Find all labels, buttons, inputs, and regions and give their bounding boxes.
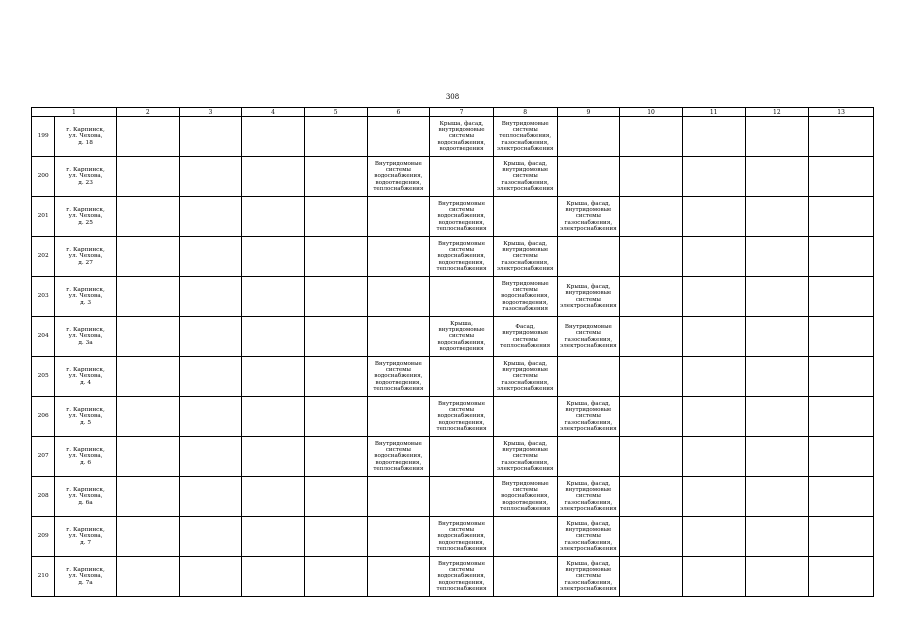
col-9-cell <box>557 197 620 237</box>
col-2-cell <box>116 277 179 317</box>
col-2-cell <box>116 157 179 197</box>
col-9-cell <box>557 517 620 557</box>
address-cell-text: г. Карпинск, ул. Чехова, д. 25 <box>66 206 105 226</box>
address-cell-text: г. Карпинск, ул. Чехова, д. 23 <box>66 166 105 186</box>
header-cell: 2 <box>116 108 179 117</box>
row-number-cell <box>32 517 55 557</box>
table-row <box>32 237 874 277</box>
col-4-cell <box>242 117 305 157</box>
row-number-cell <box>32 197 55 237</box>
col-8-cell-text: Внутридомовые системы водоснабжения, водоотведения, газоснабжения <box>501 280 550 312</box>
col-8-cell <box>493 117 557 157</box>
col-8-cell <box>493 397 557 437</box>
col-9-cell <box>557 277 620 317</box>
col-6-cell <box>367 397 430 437</box>
header-row <box>32 108 874 117</box>
col-4-cell <box>242 437 305 477</box>
row-number-cell <box>32 437 55 477</box>
col-12-cell <box>745 277 809 317</box>
col-13-cell <box>809 317 874 357</box>
col-3-cell <box>179 157 242 197</box>
address-cell <box>55 437 117 477</box>
row-number-cell-text: 209 <box>37 533 49 540</box>
col-7-cell-text: Внутридомовые системы водоснабжения, водоотведения, теплоснабжения <box>436 520 487 552</box>
col-2-cell <box>116 397 179 437</box>
col-9-cell-text: Крыша, фасад, внутридомовые системы газоснабжения, электроснабжения <box>560 200 617 232</box>
col-8-cell-text: Крыша, фасад, внутридомовые системы газоснабжения, электроснабжения <box>496 440 554 472</box>
col-3-cell <box>179 557 242 597</box>
col-10-cell <box>620 437 683 477</box>
col-7-cell <box>430 197 494 237</box>
col-5-cell <box>304 397 367 437</box>
col-7-cell-text: Внутридомовые системы водоснабжения, водоотведения, теплоснабжения <box>436 560 487 592</box>
col-13-cell <box>809 117 874 157</box>
col-9-cell-text: Крыша, фасад, внутридомовые системы газоснабжения, электроснабжения <box>560 480 617 512</box>
col-13-cell <box>809 557 874 597</box>
col-12-cell <box>745 157 809 197</box>
col-3-cell <box>179 317 242 357</box>
col-13-cell <box>809 277 874 317</box>
col-12-cell <box>745 437 809 477</box>
row-number-cell <box>32 557 55 597</box>
col-7-cell <box>430 117 494 157</box>
col-10-cell <box>620 557 683 597</box>
col-7-cell-text: Крыша, внутридомовые системы водоснабжения, водоотведения <box>437 320 486 352</box>
col-4-cell <box>242 277 305 317</box>
col-8-cell <box>493 157 557 197</box>
col-13-cell <box>809 517 874 557</box>
col-3-cell <box>179 397 242 437</box>
col-12-cell <box>745 557 809 597</box>
col-11-cell <box>682 437 745 477</box>
table-row <box>32 157 874 197</box>
col-10-cell <box>620 477 683 517</box>
col-12-cell <box>745 117 809 157</box>
header-cell: 6 <box>367 108 430 117</box>
table-row <box>32 317 874 357</box>
col-6-cell <box>367 197 430 237</box>
row-number-cell <box>32 117 55 157</box>
table-body <box>32 108 874 597</box>
col-5-cell <box>304 477 367 517</box>
col-4-cell <box>242 477 305 517</box>
header-cell: 8 <box>493 108 557 117</box>
header-cell: 5 <box>304 108 367 117</box>
row-number-cell <box>32 397 55 437</box>
col-2-cell <box>116 437 179 477</box>
col-8-cell-text: Крыша, фасад, внутридомовые системы газоснабжения, электроснабжения <box>496 240 554 272</box>
col-3-cell <box>179 277 242 317</box>
header-cell: 9 <box>557 108 620 117</box>
col-9-cell-text: Крыша, фасад, внутридомовые системы газоснабжения, электроснабжения <box>560 560 617 592</box>
col-10-cell <box>620 517 683 557</box>
col-6-cell <box>367 357 430 397</box>
col-11-cell <box>682 397 745 437</box>
row-number-cell <box>32 277 55 317</box>
address-cell <box>55 477 117 517</box>
col-10-cell <box>620 237 683 277</box>
col-3-cell <box>179 357 242 397</box>
address-cell <box>55 317 117 357</box>
col-11-cell <box>682 157 745 197</box>
col-3-cell <box>179 517 242 557</box>
col-13-cell <box>809 357 874 397</box>
col-10-cell <box>620 357 683 397</box>
table-row <box>32 477 874 517</box>
col-13-cell <box>809 477 874 517</box>
address-cell-text: г. Карпинск, ул. Чехова, д. 4 <box>66 366 105 386</box>
col-13-cell <box>809 237 874 277</box>
col-12-cell <box>745 477 809 517</box>
col-8-cell-text: Внутридомовые системы теплоснабжения, газоснабжения, электроснабжения <box>496 120 554 152</box>
col-13-cell <box>809 157 874 197</box>
col-4-cell <box>242 317 305 357</box>
row-number-cell-text: 210 <box>37 573 49 580</box>
col-5-cell <box>304 357 367 397</box>
col-4-cell <box>242 357 305 397</box>
col-7-cell-text: Внутридомовые системы водоснабжения, водоотведения, теплоснабжения <box>436 400 487 432</box>
row-number-cell-text: 208 <box>37 493 49 500</box>
address-cell <box>55 237 117 277</box>
col-2-cell <box>116 477 179 517</box>
col-8-cell <box>493 197 557 237</box>
row-number-cell-text: 200 <box>37 173 49 180</box>
col-7-cell <box>430 237 494 277</box>
col-4-cell <box>242 197 305 237</box>
col-11-cell <box>682 277 745 317</box>
address-cell-text: г. Карпинск, ул. Чехова, д. 6 <box>66 446 105 466</box>
col-2-cell <box>116 557 179 597</box>
col-10-cell <box>620 397 683 437</box>
col-6-cell <box>367 477 430 517</box>
col-7-cell-text: Крыша, фасад, внутридомовые системы водоснабжения, водоотведения <box>437 120 486 152</box>
header-cell: 7 <box>430 108 494 117</box>
table-row <box>32 277 874 317</box>
header-cell: 11 <box>682 108 745 117</box>
col-7-cell-text: Внутридомовые системы водоснабжения, водоотведения, теплоснабжения <box>436 240 487 272</box>
col-9-cell <box>557 317 620 357</box>
col-8-cell <box>493 317 557 357</box>
address-cell <box>55 517 117 557</box>
col-2-cell <box>116 117 179 157</box>
header-cell: 13 <box>809 108 874 117</box>
row-number-cell-text: 206 <box>37 413 49 420</box>
row-number-cell-text: 204 <box>37 333 49 340</box>
col-11-cell <box>682 517 745 557</box>
col-8-cell-text: Крыша, фасад, внутридомовые системы газоснабжения, электроснабжения <box>496 360 554 392</box>
row-number-cell-text: 203 <box>37 293 49 300</box>
address-cell <box>55 197 117 237</box>
row-number-cell <box>32 317 55 357</box>
row-number-cell-text: 201 <box>37 213 49 220</box>
col-4-cell <box>242 237 305 277</box>
col-5-cell <box>304 197 367 237</box>
row-number-cell-text: 205 <box>37 373 49 380</box>
address-cell <box>55 157 117 197</box>
col-4-cell <box>242 397 305 437</box>
col-8-cell <box>493 477 557 517</box>
col-8-cell <box>493 437 557 477</box>
col-9-cell <box>557 437 620 477</box>
col-8-cell <box>493 357 557 397</box>
col-9-cell-text: Крыша, фасад, внутридомовые системы газоснабжения, электроснабжения <box>560 520 617 552</box>
col-8-cell <box>493 237 557 277</box>
col-6-cell <box>367 277 430 317</box>
col-9-cell-text: Внутридомовые системы газоснабжения, электроснабжения <box>560 324 617 349</box>
row-number-cell <box>32 157 55 197</box>
col-9-cell <box>557 117 620 157</box>
col-2-cell <box>116 317 179 357</box>
col-6-cell <box>367 517 430 557</box>
col-9-cell <box>557 157 620 197</box>
col-9-cell-text: Крыша, фасад, внутридомовые системы газоснабжения, электроснабжения <box>560 400 617 432</box>
col-7-cell <box>430 397 494 437</box>
col-6-cell <box>367 157 430 197</box>
col-13-cell <box>809 437 874 477</box>
col-11-cell <box>682 557 745 597</box>
col-6-cell-text: Внутридомовые системы водоснабжения, водоотведения, теплоснабжения <box>373 440 424 472</box>
row-number-cell <box>32 357 55 397</box>
address-cell-text: г. Карпинск, ул. Чехова, д. 27 <box>66 246 105 266</box>
address-cell <box>55 557 117 597</box>
col-11-cell <box>682 197 745 237</box>
col-5-cell <box>304 317 367 357</box>
col-9-cell-text: Крыша, фасад, внутридомовые системы электроснабжения <box>560 284 617 309</box>
col-11-cell <box>682 357 745 397</box>
col-3-cell <box>179 117 242 157</box>
col-6-cell <box>367 117 430 157</box>
col-12-cell <box>745 397 809 437</box>
col-2-cell <box>116 237 179 277</box>
row-number-cell <box>32 477 55 517</box>
col-12-cell <box>745 317 809 357</box>
col-7-cell <box>430 357 494 397</box>
col-4-cell <box>242 557 305 597</box>
address-cell-text: г. Карпинск, ул. Чехова, д. 3 <box>66 286 105 306</box>
header-cell: 3 <box>179 108 242 117</box>
col-4-cell <box>242 157 305 197</box>
col-6-cell-text: Внутридомовые системы водоснабжения, водоотведения, теплоснабжения <box>373 360 424 392</box>
table-row <box>32 197 874 237</box>
col-13-cell <box>809 197 874 237</box>
col-8-cell-text: Внутридомовые системы водоснабжения, водоотведения, теплоснабжения <box>500 480 551 512</box>
table-row <box>32 517 874 557</box>
col-6-cell <box>367 437 430 477</box>
col-9-cell <box>557 557 620 597</box>
col-8-cell-text: Крыша, фасад, внутридомовые системы газоснабжения, электроснабжения <box>496 160 554 192</box>
table-row <box>32 117 874 157</box>
col-5-cell <box>304 157 367 197</box>
address-cell-text: г. Карпинск, ул. Чехова, д. 5 <box>66 406 105 426</box>
col-5-cell <box>304 117 367 157</box>
col-7-cell <box>430 557 494 597</box>
col-2-cell <box>116 357 179 397</box>
col-3-cell <box>179 437 242 477</box>
col-5-cell <box>304 517 367 557</box>
header-cell: 12 <box>745 108 809 117</box>
table-row <box>32 397 874 437</box>
row-number-cell-text: 207 <box>37 453 49 460</box>
col-9-cell <box>557 397 620 437</box>
col-6-cell <box>367 237 430 277</box>
address-cell-text: г. Карпинск, ул. Чехова, д. 7 <box>66 526 105 546</box>
col-11-cell <box>682 237 745 277</box>
address-cell-text: г. Карпинск, ул. Чехова, д. 6а <box>66 486 105 506</box>
col-5-cell <box>304 557 367 597</box>
address-cell <box>55 117 117 157</box>
col-9-cell <box>557 357 620 397</box>
address-cell-text: г. Карпинск, ул. Чехова, д. 7а <box>66 566 105 586</box>
col-13-cell <box>809 397 874 437</box>
col-12-cell <box>745 357 809 397</box>
col-7-cell <box>430 477 494 517</box>
col-2-cell <box>116 517 179 557</box>
col-10-cell <box>620 317 683 357</box>
col-7-cell <box>430 157 494 197</box>
col-10-cell <box>620 157 683 197</box>
address-cell <box>55 277 117 317</box>
col-7-cell-text: Внутридомовые системы водоснабжения, водоотведения, теплоснабжения <box>436 200 487 232</box>
table-row <box>32 557 874 597</box>
table-row <box>32 437 874 477</box>
header-cell: 10 <box>620 108 683 117</box>
col-10-cell <box>620 117 683 157</box>
col-9-cell <box>557 477 620 517</box>
col-7-cell <box>430 277 494 317</box>
col-7-cell <box>430 437 494 477</box>
schedule-table <box>31 107 874 597</box>
address-cell <box>55 397 117 437</box>
col-10-cell <box>620 197 683 237</box>
header-cell: 4 <box>242 108 305 117</box>
col-7-cell <box>430 317 494 357</box>
address-cell-text: г. Карпинск, ул. Чехова, д. 3а <box>66 326 105 346</box>
col-8-cell-text: Фасад, внутридомовые системы теплоснабжения <box>500 324 551 349</box>
col-6-cell <box>367 317 430 357</box>
col-9-cell <box>557 237 620 277</box>
col-6-cell <box>367 557 430 597</box>
col-10-cell <box>620 277 683 317</box>
col-12-cell <box>745 517 809 557</box>
col-8-cell <box>493 517 557 557</box>
col-8-cell <box>493 277 557 317</box>
page-number: 308 <box>445 93 460 101</box>
col-3-cell <box>179 197 242 237</box>
col-11-cell <box>682 117 745 157</box>
col-11-cell <box>682 317 745 357</box>
header-cell: 1 <box>32 108 117 117</box>
col-3-cell <box>179 477 242 517</box>
col-2-cell <box>116 197 179 237</box>
col-5-cell <box>304 437 367 477</box>
col-12-cell <box>745 237 809 277</box>
col-5-cell <box>304 237 367 277</box>
col-5-cell <box>304 277 367 317</box>
table-row <box>32 357 874 397</box>
col-7-cell <box>430 517 494 557</box>
row-number-cell <box>32 237 55 277</box>
row-number-cell-text: 202 <box>37 253 49 260</box>
col-3-cell <box>179 237 242 277</box>
col-6-cell-text: Внутридомовые системы водоснабжения, водоотведения, теплоснабжения <box>373 160 424 192</box>
address-cell-text: г. Карпинск, ул. Чехова, д. 18 <box>66 126 105 146</box>
address-cell <box>55 357 117 397</box>
row-number-cell-text: 199 <box>37 133 49 140</box>
col-12-cell <box>745 197 809 237</box>
col-4-cell <box>242 517 305 557</box>
col-8-cell <box>493 557 557 597</box>
col-11-cell <box>682 477 745 517</box>
